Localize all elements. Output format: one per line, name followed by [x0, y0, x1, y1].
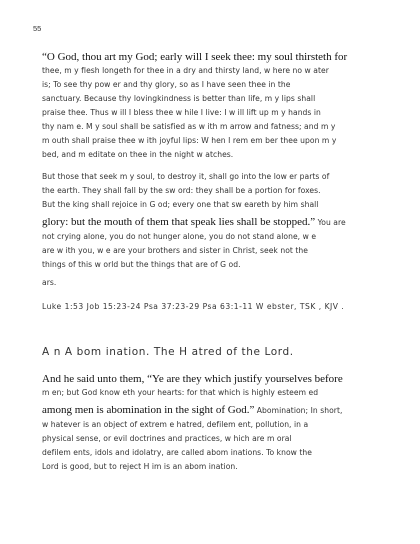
paragraph-encouragement — [42, 170, 382, 272]
text-line: are w ith you, w e are your brothers and sister in Christ, seek not the — [42, 246, 309, 255]
quote-first-line: “O God, thou art my God; early will I seek thee: my soul thirsteth for — [42, 51, 348, 63]
text-line: things of this w orld but the things that are of G od. — [42, 260, 241, 269]
text-line: m en; but God know eth your hearts: for that which is highly esteem ed — [42, 388, 319, 397]
quote-closing: among men is abomination in the sight of God.” — [42, 404, 255, 416]
text-line: the earth. They shall fall by the sw ord: they shall be a portion for foxes. — [42, 186, 321, 195]
text-line: Lord is good, but to reject H im is an abom ination. — [42, 462, 238, 471]
text-line: sanctuary. Because thy lovingkindness is better than life, m y lips shall — [42, 94, 316, 103]
ars-text: ars. — [42, 278, 57, 287]
references-text: Luke 1:53 Job 15:23-24 Psa 37:23-29 Psa 63:1-11 W ebster, TSK , KJV . — [42, 302, 345, 311]
text-fragment: You are — [315, 218, 346, 227]
scripture-references — [42, 300, 382, 314]
text-line: But the king shall rejoice in G od; every one that sw eareth by him shall — [42, 200, 319, 209]
paragraph-abomination — [42, 372, 382, 474]
paragraph-psalm-quote — [42, 50, 382, 162]
text-line: praise thee. Thus w ill I bless thee w hile I live: I w ill lift up m y hands in — [42, 108, 321, 117]
text-line: m outh shall praise thee w ith joyful lips: W hen I rem em ber thee upon m y — [42, 136, 337, 145]
text-line: defilem ents, idols and idolatry, are called abom inations. To know the — [42, 448, 313, 457]
text-fragment: Abomination; In short, — [254, 406, 343, 415]
text-line: thy nam e. M y soul shall be satisfied as w ith m arrow and fatness; and m y — [42, 122, 336, 131]
mixed-line — [42, 212, 382, 230]
text-line: bed, and m editate on thee in the night w atches. — [42, 150, 234, 159]
ars-note — [42, 276, 382, 290]
quote-closing: glory: but the mouth of them that speak lies shall be stopped.” — [42, 216, 316, 228]
quote-first-line: And he said unto them, “Ye are they which justify yourselves before — [42, 373, 343, 385]
text-line: w hatever is an object of extrem e hatred, defilem ent, pollution, in a — [42, 420, 309, 429]
text-line: not crying alone, you do not hunger alone, you do not stand alone, w e — [42, 232, 317, 241]
text-line: is; To see thy pow er and thy glory, so as I have seen thee in the — [42, 80, 291, 89]
section-heading: A n A bom ination. The H atred of the Lord. — [42, 346, 294, 358]
text-line: But those that seek m y soul, to destroy it, shall go into the low er parts of — [42, 172, 330, 181]
page-number: 55 — [33, 24, 42, 33]
text-line: physical sense, or evil doctrines and practices, w hich are m oral — [42, 434, 292, 443]
text-line: thee, m y flesh longeth for thee in a dry and thirsty land, w here no w ater — [42, 66, 329, 75]
mixed-line — [42, 400, 382, 418]
